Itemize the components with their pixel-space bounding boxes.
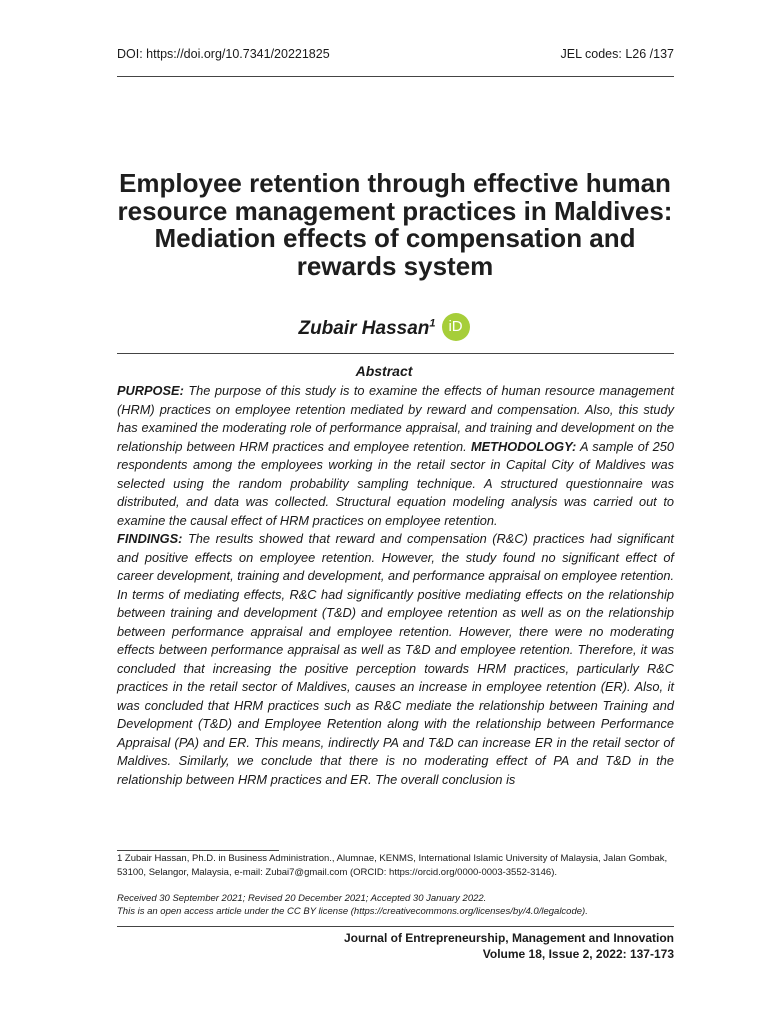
footer-divider: [117, 926, 674, 927]
doi-text[interactable]: DOI: https://doi.org/10.7341/20221825: [117, 47, 330, 61]
license-note: This is an open access article under the CC BY license (https://creativecommons.org/licenses/by/4.0/legalcode).: [117, 906, 588, 917]
journal-info: [344, 930, 674, 962]
article-title: Employee retention through effective human resource management practices in Maldives: Mediation effects of compensation and rewards system: [117, 168, 673, 281]
author-footnote: 1 Zubair Hassan, Ph.D. in Business Administration., Alumnae, KENMS, International Islamic University of Malaysia, Jalan Gombak, 53100, Selangor, Malaysia, e-mail: Zubai7@gmail.com (ORCID: https://orcid.org/0000-0003-3552-3146).: [117, 853, 668, 878]
abstract-heading: Abstract: [355, 363, 413, 379]
received-dates: Received 30 September 2021; Revised 20 December 2021; Accepted 30 January 2022.: [117, 893, 487, 904]
purpose-text: The purpose of this study is to examine the effects of human resource management (HRM) practices on employee retention mediated by reward and compensation. Also, this study has examined the moderating role of performance appraisal, and training and development on the relationship between HRM practices and employee retention.: [117, 383, 674, 454]
jel-codes: JEL codes: L26 /: [560, 47, 654, 61]
article-history: [117, 892, 674, 918]
header-right: [560, 47, 674, 61]
abstract-divider: [117, 353, 674, 354]
journal-volume: Volume 18, Issue 2, 2022: 137-173: [482, 947, 674, 961]
header-divider: [117, 76, 674, 77]
purpose-label: PURPOSE:: [117, 383, 184, 398]
abstract-body: [117, 382, 674, 789]
author-name: Zubair Hassan: [298, 318, 430, 340]
author-footnote-marker: 1: [429, 317, 436, 330]
footnote-divider: [117, 850, 279, 851]
orcid-icon[interactable]: iD: [442, 313, 470, 341]
findings-label: FINDINGS:: [117, 531, 183, 546]
page-number: 137: [653, 47, 674, 61]
author-line: [0, 315, 768, 343]
page-header: [117, 47, 674, 61]
methodology-label: METHODOLOGY:: [470, 438, 577, 454]
findings-text: The results showed that reward and compensation (R&C) practices had significant and positive effects on employee retention. However, the study found no significant effect of career development, training and development, and performance appraisal on employee retention. In terms of mediating effects, R&C had significantly positive mediating effects on the relationship between training and development (T&D) and employee retention as well as on the relationship between performance appraisal and employee retention. However, there were no moderating effects between performance appraisal as well as T&D and employee retention. Therefore, it was concluded that increasing the positive perception towards HRM practices, particularly R&C practices in the retail sector of Maldives, causes an increase in employee retention (ER). Also, it was concluded that HRM practices such as R&C mediate the relationship between Training and Development (T&D) and Employee Retention along with the relationship between Performance Appraisal (PA) and ER. This means, indirectly PA and T&D can increase ER in the retail sector of Maldives. Similarly, we conclude that there is no moderating effect of PA and T&D in the relationship between HRM practices and ER. The overall conclusion is: [117, 531, 675, 787]
methodology-text: A sample of 250 respondents among the employees working in the retail sector in Capital City of Maldives was selected using the random probability sampling technique. A structured questionnaire was distributed, and data was collected. Structural equation modeling analysis was carried out to examine the causal effect of HRM practices on employee retention.: [117, 438, 674, 528]
journal-name: Journal of Entrepreneurship, Management and Innovation: [343, 931, 674, 945]
